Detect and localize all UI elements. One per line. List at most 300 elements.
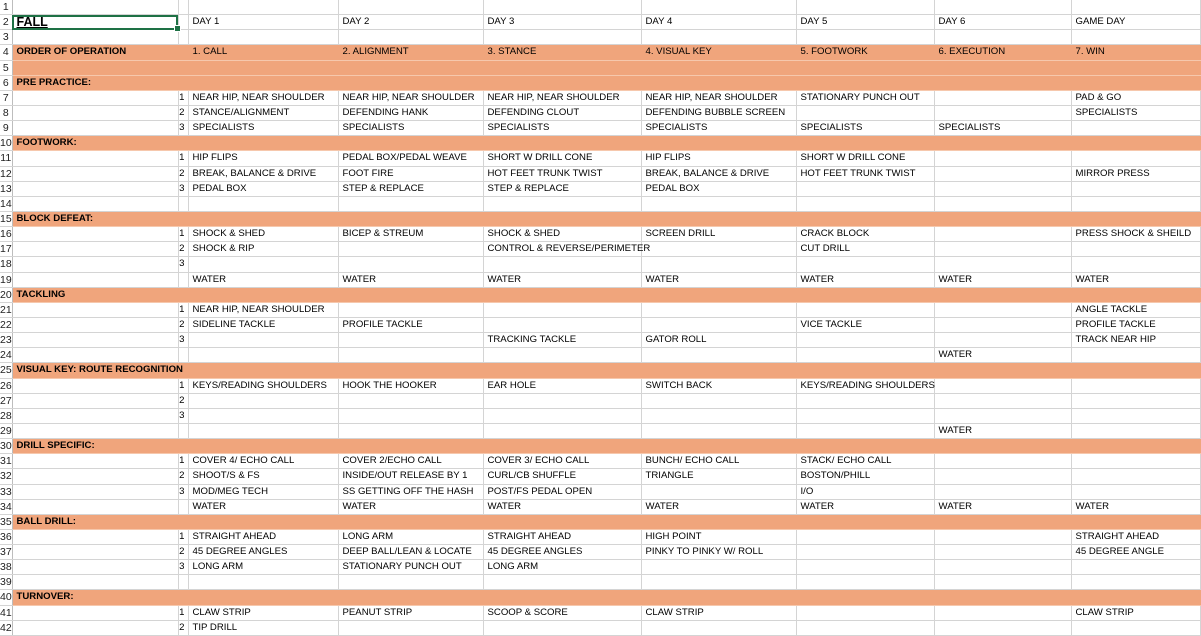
row-number[interactable]: 8: [0, 105, 12, 120]
row-label-cell[interactable]: VISUAL KEY: ROUTE RECOGNITION: [12, 363, 178, 378]
cell[interactable]: [934, 575, 1071, 590]
cell[interactable]: WATER: [188, 272, 338, 287]
cell[interactable]: [1071, 75, 1200, 90]
cell[interactable]: [934, 590, 1071, 605]
cell[interactable]: [338, 0, 483, 15]
row-label-cell[interactable]: [12, 393, 178, 408]
cell[interactable]: [796, 590, 934, 605]
cell[interactable]: [483, 439, 641, 454]
cell[interactable]: [1071, 575, 1200, 590]
cell[interactable]: 3. STANCE: [483, 45, 641, 60]
cell[interactable]: PEANUT STRIP: [338, 605, 483, 620]
cell[interactable]: CURL/CB SHUFFLE: [483, 469, 641, 484]
cell[interactable]: [483, 196, 641, 211]
item-number-cell[interactable]: 1: [178, 90, 188, 105]
row-label-cell[interactable]: [12, 0, 178, 15]
cell[interactable]: [1071, 514, 1200, 529]
selected-cell[interactable]: FALL: [12, 15, 178, 30]
cell[interactable]: [934, 529, 1071, 544]
cell[interactable]: [483, 620, 641, 635]
row-label-cell[interactable]: [12, 605, 178, 620]
row-label-cell[interactable]: [12, 302, 178, 317]
cell[interactable]: [483, 590, 641, 605]
row-number[interactable]: 10: [0, 137, 12, 150]
fill-handle[interactable]: [174, 25, 181, 32]
cell[interactable]: [188, 408, 338, 423]
cell[interactable]: DAY 4: [641, 15, 796, 30]
cell[interactable]: HOOK THE HOOKER: [338, 378, 483, 393]
cell[interactable]: SS GETTING OFF THE HASH: [338, 484, 483, 499]
cell[interactable]: [934, 30, 1071, 45]
row-label-cell[interactable]: ORDER OF OPERATION: [12, 45, 178, 60]
row-number[interactable]: 28: [0, 409, 12, 422]
row-number[interactable]: 3: [0, 30, 12, 45]
item-number-cell[interactable]: [178, 75, 188, 90]
item-number-cell[interactable]: [178, 499, 188, 514]
cell[interactable]: [188, 287, 338, 302]
cell[interactable]: [338, 75, 483, 90]
row-number[interactable]: 26: [0, 379, 12, 392]
cell[interactable]: WATER: [641, 272, 796, 287]
item-number-cell[interactable]: 2: [178, 393, 188, 408]
cell[interactable]: NEAR HIP, NEAR SHOULDER: [483, 90, 641, 105]
row-number[interactable]: 14: [0, 197, 12, 210]
cell[interactable]: [641, 484, 796, 499]
item-number-cell[interactable]: [178, 348, 188, 363]
cell[interactable]: GATOR ROLL: [641, 333, 796, 348]
cell[interactable]: SHORT W DRILL CONE: [796, 151, 934, 166]
cell[interactable]: [934, 75, 1071, 90]
cell[interactable]: [483, 60, 641, 75]
cell[interactable]: LONG ARM: [338, 529, 483, 544]
cell[interactable]: [934, 439, 1071, 454]
cell[interactable]: [796, 529, 934, 544]
row-label-cell[interactable]: [12, 166, 178, 181]
item-number-cell[interactable]: 1: [178, 227, 188, 242]
cell[interactable]: DAY 6: [934, 15, 1071, 30]
item-number-cell[interactable]: [178, 211, 188, 226]
cell[interactable]: SPECIALISTS: [338, 121, 483, 136]
row-number[interactable]: 27: [0, 394, 12, 407]
row-label-cell[interactable]: [12, 469, 178, 484]
cell[interactable]: COVER 2/ECHO CALL: [338, 454, 483, 469]
item-number-cell[interactable]: 3: [178, 408, 188, 423]
cell[interactable]: STATIONARY PUNCH OUT: [796, 90, 934, 105]
cell[interactable]: NEAR HIP, NEAR SHOULDER: [188, 90, 338, 105]
cell[interactable]: [641, 0, 796, 15]
cell[interactable]: [483, 0, 641, 15]
cell[interactable]: I/O: [796, 484, 934, 499]
cell[interactable]: [934, 242, 1071, 257]
cell[interactable]: TRIANGLE: [641, 469, 796, 484]
cell[interactable]: [1071, 181, 1200, 196]
cell[interactable]: KEYS/READING SHOULDERS: [188, 378, 338, 393]
cell[interactable]: 45 DEGREE ANGLES: [483, 545, 641, 560]
cell[interactable]: HOT FEET TRUNK TWIST: [483, 166, 641, 181]
row-number[interactable]: 24: [0, 349, 12, 362]
cell[interactable]: [483, 348, 641, 363]
row-label-cell[interactable]: BALL DRILL:: [12, 514, 178, 529]
cell[interactable]: SWITCH BACK: [641, 378, 796, 393]
cell[interactable]: [796, 75, 934, 90]
row-number[interactable]: 25: [0, 364, 12, 377]
cell[interactable]: [934, 393, 1071, 408]
cell[interactable]: [338, 348, 483, 363]
cell[interactable]: WATER: [483, 499, 641, 514]
row-label-cell[interactable]: [12, 272, 178, 287]
cell[interactable]: [796, 620, 934, 635]
cell[interactable]: [338, 590, 483, 605]
cell[interactable]: [796, 423, 934, 438]
cell[interactable]: [1071, 439, 1200, 454]
cell[interactable]: [188, 333, 338, 348]
cell[interactable]: [796, 333, 934, 348]
cell[interactable]: SCOOP & SCORE: [483, 605, 641, 620]
cell[interactable]: DEFENDING BUBBLE SCREEN: [641, 105, 796, 120]
cell[interactable]: [796, 105, 934, 120]
cell[interactable]: [641, 408, 796, 423]
cell[interactable]: SPECIALISTS: [934, 121, 1071, 136]
cell[interactable]: [1071, 560, 1200, 575]
cell[interactable]: [934, 257, 1071, 272]
row-number[interactable]: 41: [0, 606, 12, 619]
cell[interactable]: [641, 302, 796, 317]
cell[interactable]: [188, 30, 338, 45]
cell[interactable]: 1. CALL: [188, 45, 338, 60]
cell[interactable]: [1071, 620, 1200, 635]
cell[interactable]: [1071, 469, 1200, 484]
row-number[interactable]: 15: [0, 212, 12, 225]
cell[interactable]: [641, 514, 796, 529]
cell[interactable]: [796, 408, 934, 423]
cell[interactable]: [1071, 454, 1200, 469]
row-number[interactable]: 36: [0, 530, 12, 543]
cell[interactable]: [1071, 378, 1200, 393]
cell[interactable]: SHORT W DRILL CONE: [483, 151, 641, 166]
cell[interactable]: STRAIGHT AHEAD: [1071, 529, 1200, 544]
cell[interactable]: STATIONARY PUNCH OUT: [338, 560, 483, 575]
cell[interactable]: [641, 423, 796, 438]
cell[interactable]: CRACK BLOCK: [796, 227, 934, 242]
cell[interactable]: [796, 136, 934, 151]
cell[interactable]: 7. WIN: [1071, 45, 1200, 60]
cell[interactable]: WATER: [483, 272, 641, 287]
item-number-cell[interactable]: 3: [178, 257, 188, 272]
row-number[interactable]: 11: [0, 152, 12, 165]
cell[interactable]: DAY 2: [338, 15, 483, 30]
cell[interactable]: VICE TACKLE: [796, 317, 934, 332]
cell[interactable]: STRAIGHT AHEAD: [483, 529, 641, 544]
cell[interactable]: TRACK NEAR HIP: [1071, 333, 1200, 348]
cell[interactable]: NEAR HIP, NEAR SHOULDER: [338, 90, 483, 105]
cell[interactable]: [641, 620, 796, 635]
item-number-cell[interactable]: 2: [178, 469, 188, 484]
cell[interactable]: [641, 560, 796, 575]
item-number-cell[interactable]: 2: [178, 620, 188, 635]
item-number-cell[interactable]: 2: [178, 317, 188, 332]
cell[interactable]: PEDAL BOX/PEDAL WEAVE: [338, 151, 483, 166]
cell[interactable]: BUNCH/ ECHO CALL: [641, 454, 796, 469]
cell[interactable]: [338, 287, 483, 302]
cell[interactable]: [188, 439, 338, 454]
row-label-cell[interactable]: [12, 499, 178, 514]
row-label-cell[interactable]: [12, 529, 178, 544]
row-label-cell[interactable]: [12, 408, 178, 423]
cell[interactable]: [188, 60, 338, 75]
item-number-cell[interactable]: 3: [178, 121, 188, 136]
cell[interactable]: [934, 181, 1071, 196]
cell[interactable]: 45 DEGREE ANGLES: [188, 545, 338, 560]
cell[interactable]: [934, 605, 1071, 620]
cell[interactable]: 2. ALIGNMENT: [338, 45, 483, 60]
cell[interactable]: [641, 348, 796, 363]
item-number-cell[interactable]: 3: [178, 484, 188, 499]
row-label-cell[interactable]: [12, 454, 178, 469]
cell[interactable]: [338, 514, 483, 529]
row-number[interactable]: 2: [0, 15, 12, 30]
cell[interactable]: [934, 333, 1071, 348]
cell[interactable]: [338, 30, 483, 45]
cell[interactable]: COVER 4/ ECHO CALL: [188, 454, 338, 469]
cell[interactable]: [483, 575, 641, 590]
cell[interactable]: DEFENDING CLOUT: [483, 105, 641, 120]
cell[interactable]: [796, 196, 934, 211]
cell[interactable]: COVER 3/ ECHO CALL: [483, 454, 641, 469]
cell[interactable]: [188, 257, 338, 272]
cell[interactable]: [796, 439, 934, 454]
cell[interactable]: HIP FLIPS: [641, 151, 796, 166]
row-label-cell[interactable]: [12, 423, 178, 438]
row-label-cell[interactable]: TACKLING: [12, 287, 178, 302]
row-number[interactable]: 12: [0, 167, 12, 180]
cell[interactable]: [483, 287, 641, 302]
row-label-cell[interactable]: [12, 620, 178, 635]
cell[interactable]: [188, 393, 338, 408]
cell[interactable]: [1071, 590, 1200, 605]
cell[interactable]: [1071, 393, 1200, 408]
cell[interactable]: [796, 302, 934, 317]
cell[interactable]: [188, 590, 338, 605]
row-label-cell[interactable]: [12, 560, 178, 575]
cell[interactable]: [338, 423, 483, 438]
cell[interactable]: NEAR HIP, NEAR SHOULDER: [641, 90, 796, 105]
cell[interactable]: NEAR HIP, NEAR SHOULDER: [188, 302, 338, 317]
row-label-cell[interactable]: [12, 196, 178, 211]
item-number-cell[interactable]: [178, 136, 188, 151]
cell[interactable]: WATER: [1071, 272, 1200, 287]
cell[interactable]: PROFILE TACKLE: [338, 317, 483, 332]
cell[interactable]: WATER: [934, 272, 1071, 287]
cell[interactable]: WATER: [188, 499, 338, 514]
item-number-cell[interactable]: [178, 272, 188, 287]
cell[interactable]: [796, 575, 934, 590]
cell[interactable]: [188, 575, 338, 590]
cell[interactable]: [934, 196, 1071, 211]
cell[interactable]: BREAK, BALANCE & DRIVE: [188, 166, 338, 181]
cell[interactable]: HIGH POINT: [641, 529, 796, 544]
cell[interactable]: 5. FOOTWORK: [796, 45, 934, 60]
cell[interactable]: SCREEN DRILL: [641, 227, 796, 242]
cell[interactable]: [338, 211, 483, 226]
row-number[interactable]: 32: [0, 470, 12, 483]
cell[interactable]: BREAK, BALANCE & DRIVE: [641, 166, 796, 181]
item-number-cell[interactable]: 3: [178, 560, 188, 575]
cell[interactable]: HOT FEET TRUNK TWIST: [796, 166, 934, 181]
cell[interactable]: [934, 105, 1071, 120]
row-label-cell[interactable]: [12, 181, 178, 196]
cell[interactable]: [796, 363, 934, 378]
cell[interactable]: [483, 136, 641, 151]
cell[interactable]: [483, 317, 641, 332]
row-label-cell[interactable]: [12, 30, 178, 45]
cell[interactable]: [1071, 136, 1200, 151]
cell[interactable]: [483, 75, 641, 90]
cell[interactable]: [641, 590, 796, 605]
cell[interactable]: [934, 227, 1071, 242]
row-number[interactable]: 1: [0, 0, 12, 15]
cell[interactable]: BICEP & STREUM: [338, 227, 483, 242]
item-number-cell[interactable]: 1: [178, 302, 188, 317]
cell[interactable]: [1071, 242, 1200, 257]
cell[interactable]: [188, 211, 338, 226]
item-number-cell[interactable]: [178, 45, 188, 60]
cell[interactable]: [338, 363, 483, 378]
cell[interactable]: [1071, 484, 1200, 499]
cell[interactable]: [934, 60, 1071, 75]
cell[interactable]: WATER: [796, 272, 934, 287]
row-label-cell[interactable]: [12, 484, 178, 499]
item-number-cell[interactable]: [178, 575, 188, 590]
cell[interactable]: [338, 302, 483, 317]
cell[interactable]: STEP & REPLACE: [338, 181, 483, 196]
cell[interactable]: TRACKING TACKLE: [483, 333, 641, 348]
cell[interactable]: WATER: [641, 499, 796, 514]
row-label-cell[interactable]: [12, 378, 178, 393]
row-number[interactable]: 13: [0, 182, 12, 195]
item-number-cell[interactable]: 2: [178, 242, 188, 257]
cell[interactable]: [641, 242, 796, 257]
item-number-cell[interactable]: [178, 590, 188, 605]
item-number-cell[interactable]: 1: [178, 454, 188, 469]
row-number[interactable]: 16: [0, 228, 12, 241]
cell[interactable]: [934, 166, 1071, 181]
row-label-cell[interactable]: [12, 545, 178, 560]
cell[interactable]: [796, 60, 934, 75]
row-label-cell[interactable]: [12, 317, 178, 332]
cell[interactable]: CLAW STRIP: [641, 605, 796, 620]
cell[interactable]: WATER: [934, 423, 1071, 438]
cell[interactable]: EAR HOLE: [483, 378, 641, 393]
cell[interactable]: [483, 393, 641, 408]
cell[interactable]: [483, 302, 641, 317]
cell[interactable]: [796, 181, 934, 196]
item-number-cell[interactable]: 2: [178, 545, 188, 560]
cell[interactable]: WATER: [338, 272, 483, 287]
cell[interactable]: MOD/MEG TECH: [188, 484, 338, 499]
cell[interactable]: [338, 196, 483, 211]
cell[interactable]: [338, 393, 483, 408]
cell[interactable]: ANGLE TACKLE: [1071, 302, 1200, 317]
item-number-cell[interactable]: 1: [178, 151, 188, 166]
cell[interactable]: [483, 408, 641, 423]
cell[interactable]: [796, 348, 934, 363]
cell[interactable]: [934, 545, 1071, 560]
cell[interactable]: [934, 484, 1071, 499]
cell[interactable]: [796, 545, 934, 560]
cell[interactable]: 4. VISUAL KEY: [641, 45, 796, 60]
cell[interactable]: [934, 302, 1071, 317]
row-number[interactable]: 30: [0, 440, 12, 453]
cell[interactable]: SHOOT/S & FS: [188, 469, 338, 484]
cell[interactable]: [188, 363, 338, 378]
cell[interactable]: [1071, 423, 1200, 438]
row-label-cell[interactable]: BLOCK DEFEAT:: [12, 211, 178, 226]
cell[interactable]: BOSTON/PHILL: [796, 469, 934, 484]
cell[interactable]: PEDAL BOX: [641, 181, 796, 196]
cell[interactable]: [934, 378, 1071, 393]
cell[interactable]: [641, 257, 796, 272]
cell[interactable]: [796, 287, 934, 302]
cell[interactable]: [641, 196, 796, 211]
row-number[interactable]: 19: [0, 273, 12, 286]
cell[interactable]: SPECIALISTS: [641, 121, 796, 136]
row-label-cell[interactable]: [12, 60, 178, 75]
cell[interactable]: [934, 0, 1071, 15]
cell[interactable]: WATER: [934, 499, 1071, 514]
item-number-cell[interactable]: 1: [178, 378, 188, 393]
cell[interactable]: [338, 408, 483, 423]
cell[interactable]: [641, 211, 796, 226]
cell[interactable]: [796, 393, 934, 408]
cell[interactable]: DEEP BALL/LEAN & LOCATE: [338, 545, 483, 560]
cell[interactable]: [934, 90, 1071, 105]
cell[interactable]: SPECIALISTS: [483, 121, 641, 136]
cell[interactable]: STACK/ ECHO CALL: [796, 454, 934, 469]
cell[interactable]: [1071, 30, 1200, 45]
cell[interactable]: [188, 0, 338, 15]
row-label-cell[interactable]: TURNOVER:: [12, 590, 178, 605]
cell[interactable]: [796, 257, 934, 272]
cell[interactable]: [1071, 363, 1200, 378]
cell[interactable]: [641, 317, 796, 332]
cell[interactable]: [338, 439, 483, 454]
cell[interactable]: [1071, 348, 1200, 363]
cell[interactable]: SPECIALISTS: [1071, 105, 1200, 120]
cell[interactable]: [338, 257, 483, 272]
cell[interactable]: [483, 257, 641, 272]
cell[interactable]: [641, 393, 796, 408]
row-number[interactable]: 37: [0, 546, 12, 559]
cell[interactable]: [641, 439, 796, 454]
cell[interactable]: [338, 136, 483, 151]
cell[interactable]: STRAIGHT AHEAD: [188, 529, 338, 544]
row-number[interactable]: 20: [0, 288, 12, 301]
cell[interactable]: [1071, 60, 1200, 75]
cell[interactable]: [934, 317, 1071, 332]
item-number-cell[interactable]: 1: [178, 605, 188, 620]
cell[interactable]: POST/FS PEDAL OPEN: [483, 484, 641, 499]
cell[interactable]: [1071, 0, 1200, 15]
cell[interactable]: [934, 408, 1071, 423]
row-number[interactable]: 7: [0, 90, 12, 105]
cell[interactable]: [338, 242, 483, 257]
row-label-cell[interactable]: [12, 257, 178, 272]
row-number[interactable]: 38: [0, 561, 12, 574]
cell[interactable]: [1071, 408, 1200, 423]
row-number[interactable]: 31: [0, 455, 12, 468]
row-number[interactable]: 6: [0, 75, 12, 90]
cell[interactable]: [483, 514, 641, 529]
